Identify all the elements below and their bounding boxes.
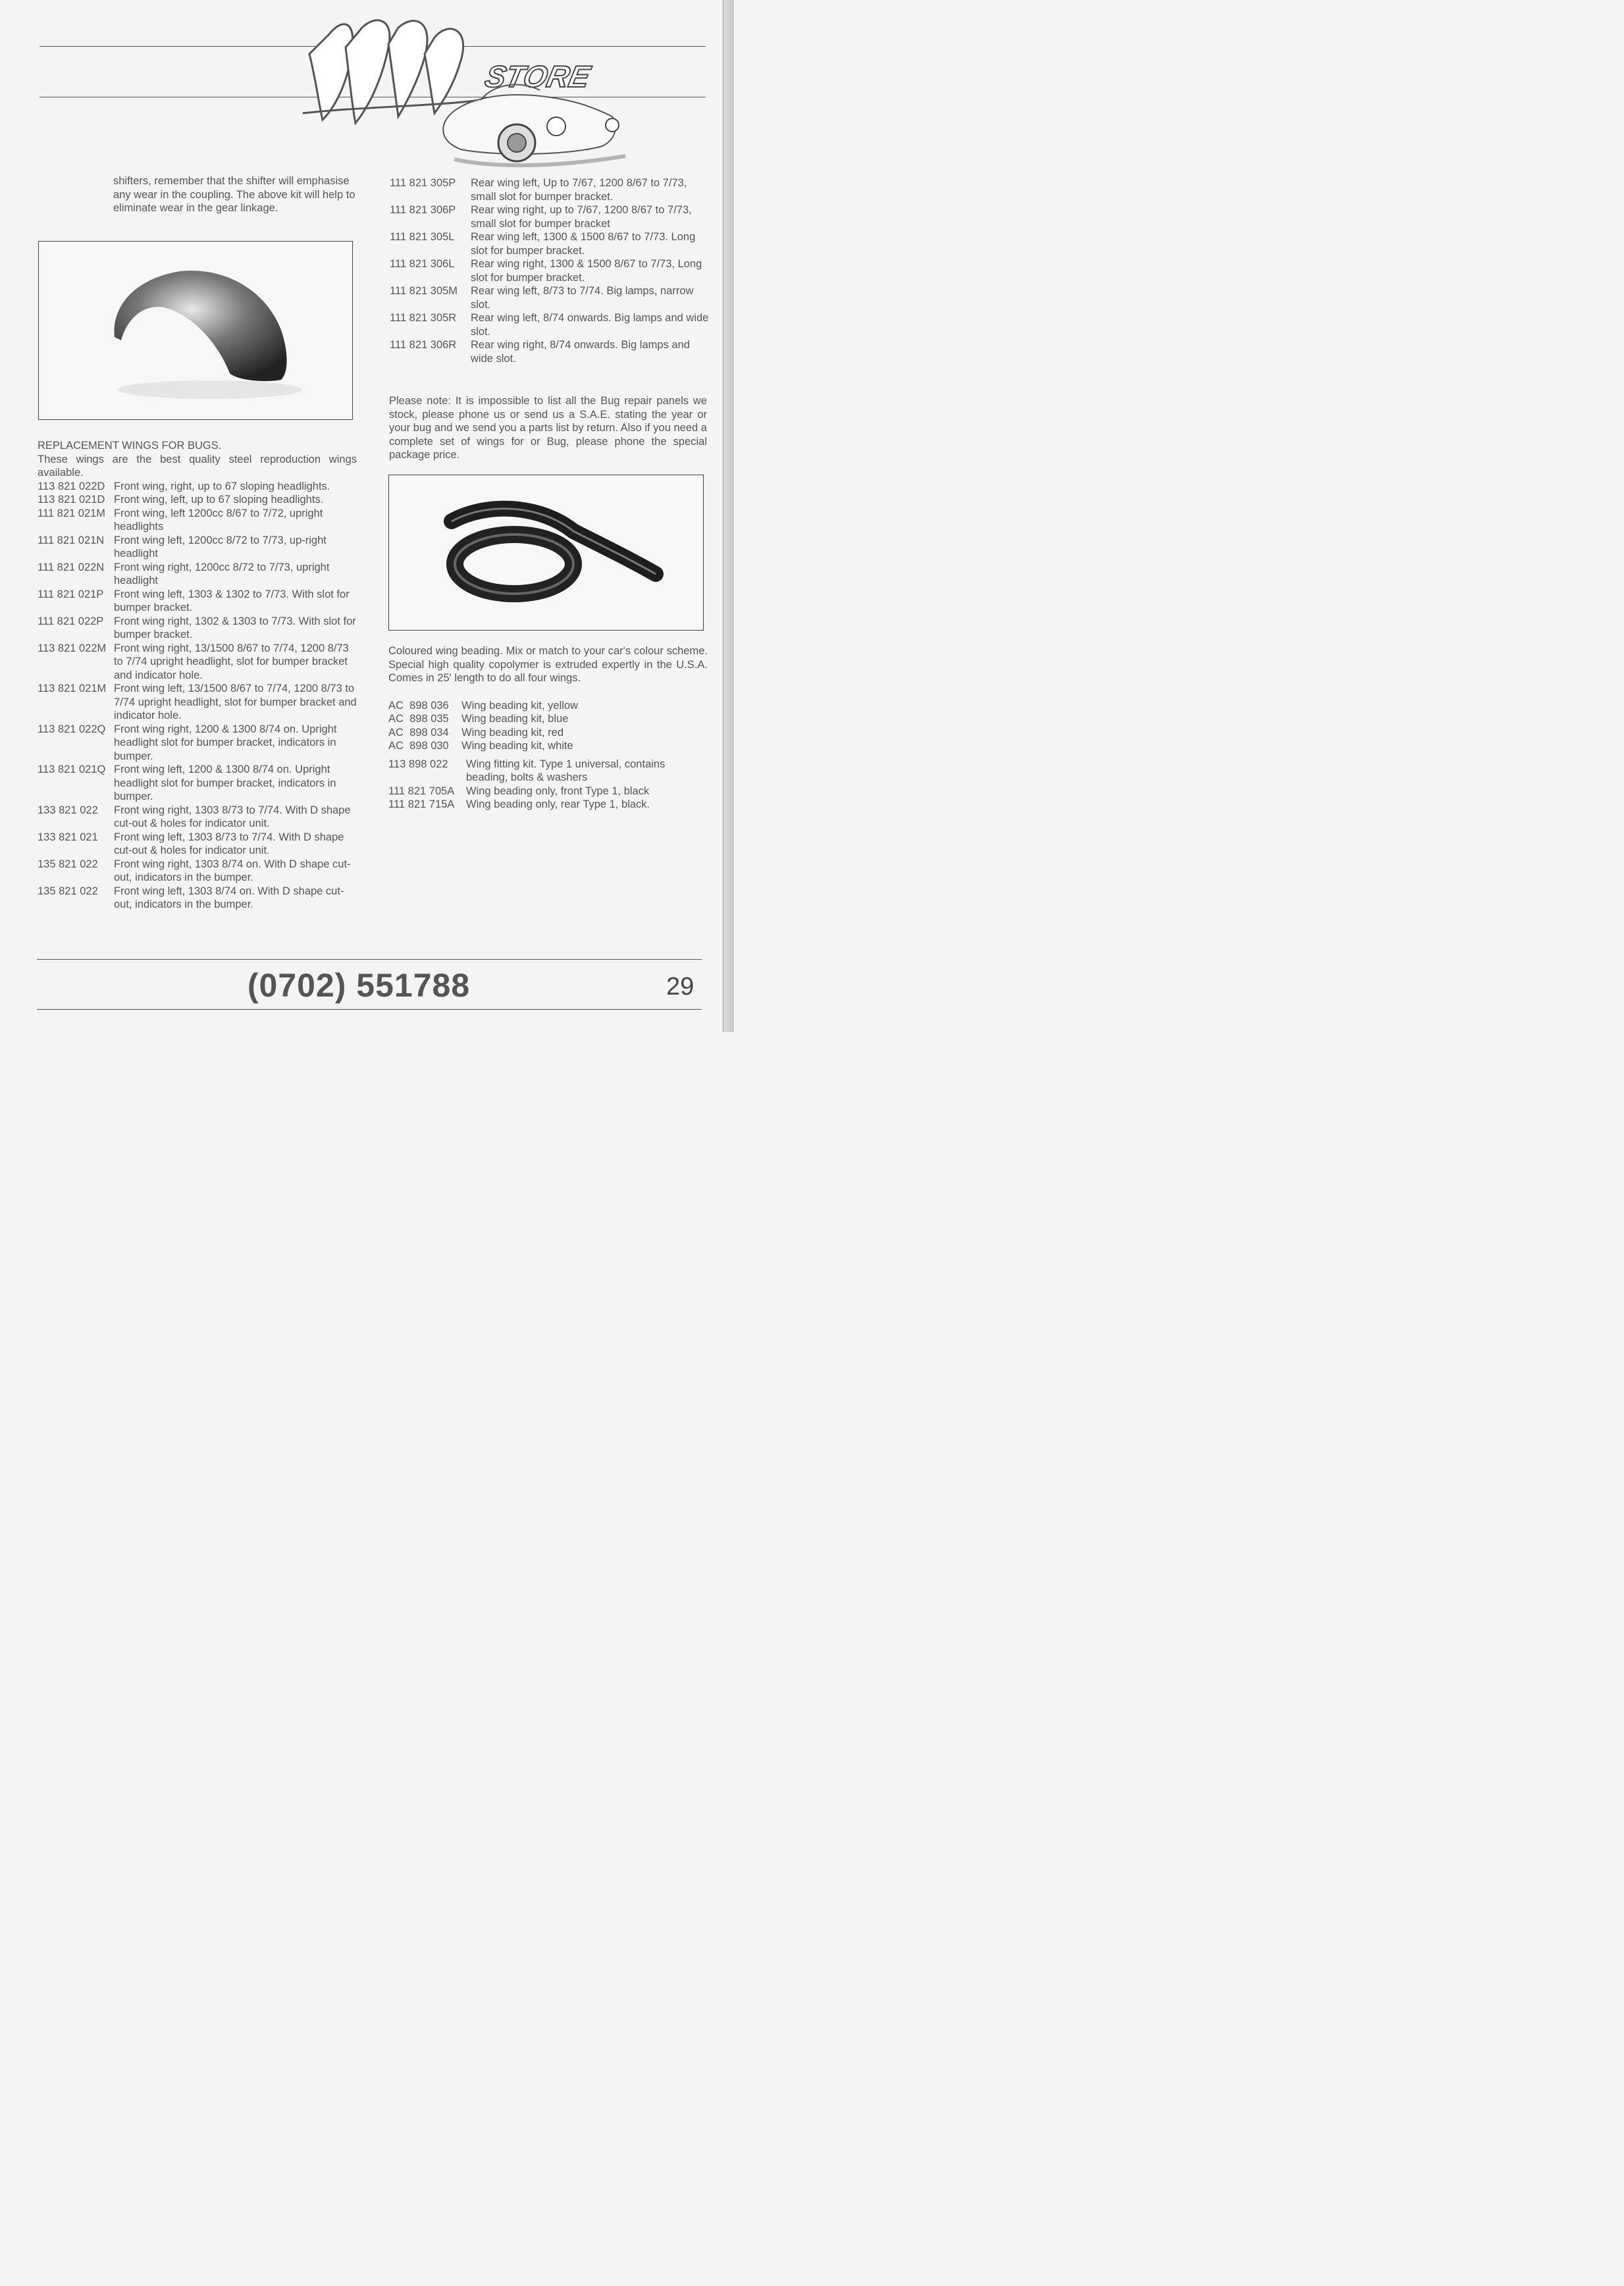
section-heading: REPLACEMENT WINGS FOR BUGS.	[38, 440, 222, 452]
please-note-paragraph: Please note: It is impossible to list all the Bug repair panels we stock, please phone us or send us a S.A.E. stating the year or your bug and we send you a parts list by return. Also if you need a complete set of wings for or Bug, please phone the special package price.	[389, 395, 707, 461]
list-item	[388, 798, 708, 812]
part-desc: Front wing left, 1303 8/74 on. With D shape cut-out, indicators in the bumper.	[114, 885, 344, 910]
list-item	[38, 642, 357, 683]
list-item	[38, 885, 357, 912]
front-wings-list	[38, 480, 357, 912]
part-desc: Rear wing right, 8/74 onwards. Big lamps and wide slot.	[471, 339, 690, 365]
part-code: 133 821 021	[38, 831, 98, 843]
page-edge	[723, 0, 734, 1032]
rear-wings-section	[390, 176, 710, 365]
beading-intro-paragraph: Coloured wing beading. Mix or match to your car's colour scheme. Special high quality copolymer is extruded expertly in the U.S.A. Comes in 25' length to do all four wings.	[388, 645, 708, 684]
list-item	[38, 534, 357, 561]
list-item	[388, 739, 708, 753]
part-code: 111 821 715A	[388, 798, 455, 810]
part-code: 113 821 021Q	[38, 764, 106, 775]
part-code: 111 821 021P	[38, 588, 104, 600]
please-note-section	[389, 394, 707, 462]
part-code: 111 821 022P	[38, 615, 104, 627]
wing-beading-photo	[388, 475, 704, 631]
list-item	[38, 763, 357, 804]
list-item	[38, 480, 357, 494]
beading-section	[388, 644, 708, 812]
list-item	[390, 176, 710, 203]
part-desc: Front wing, left 1200cc 8/67 to 7/72, upright headlights	[114, 507, 323, 533]
part-code: 113 821 022D	[38, 480, 105, 492]
part-code: 111 821 021M	[38, 507, 106, 519]
list-item	[38, 493, 357, 507]
part-code: 111 821 022N	[38, 561, 105, 573]
footer-rule-top	[37, 959, 702, 960]
section-subheading: These wings are the best quality steel reproduction wings available.	[38, 453, 357, 479]
logo-store-text: STORE	[482, 59, 593, 93]
part-desc: Front wing right, 13/1500 8/67 to 7/74, 1200 8/73 to 7/74 upright headlight, slot for bumper bracket and indicator hole.	[114, 642, 349, 681]
list-item	[38, 588, 357, 615]
part-code: 113 821 022Q	[38, 723, 106, 735]
part-code: 113 821 021M	[38, 683, 107, 694]
left-intro	[113, 174, 357, 215]
front-wings-section	[38, 439, 357, 912]
list-item	[388, 712, 708, 726]
part-desc: Front wing, right, up to 67 sloping headlights.	[114, 480, 330, 492]
list-item	[390, 257, 710, 284]
part-desc: Front wing right, 1303 8/73 to 7/74. With D shape cut-out & holes for indicator unit.	[114, 804, 351, 829]
list-item	[390, 284, 710, 311]
part-code: 135 821 022	[38, 858, 98, 870]
part-desc: Rear wing right, 1300 & 1500 8/67 to 7/73, Long slot for bumper bracket.	[471, 258, 702, 284]
part-code: 111 821 306L	[390, 258, 455, 270]
part-desc: Front wing left, 1200 & 1300 8/74 on. Upright headlight slot for bumper bracket, indicators in bumper.	[114, 764, 336, 802]
part-code: 113 821 022M	[38, 642, 107, 654]
list-item	[38, 723, 357, 764]
front-wing-photo	[38, 241, 353, 420]
list-item	[38, 682, 357, 723]
list-item	[388, 758, 708, 785]
part-code: 133 821 022	[38, 804, 98, 816]
part-desc: Wing fitting kit. Type 1 universal, contains beading, bolts & washers	[466, 758, 666, 783]
part-code: 111 821 305P	[390, 177, 456, 189]
intro-paragraph: shifters, remember that the shifter will emphasise any wear in the coupling. The above kit will help to eliminate wear in the gear linkage.	[113, 175, 355, 214]
list-item	[390, 230, 710, 257]
part-desc: Front wing, left, up to 67 sloping headlights.	[114, 494, 324, 506]
part-code: 111 821 306R	[390, 339, 457, 351]
part-desc: Rear wing left, 1300 & 1500 8/67 to 7/73. Long slot for bumper bracket.	[471, 231, 696, 257]
part-desc: Front wing left, 1303 & 1302 to 7/73. With slot for bumper bracket.	[114, 588, 350, 613]
list-item	[38, 561, 357, 588]
list-item	[38, 858, 357, 885]
part-desc: Front wing right, 1303 8/74 on. With D shape cut-out, indicators in the bumper.	[114, 858, 351, 883]
part-code: 113 898 022	[388, 758, 448, 770]
part-desc: Wing beading only, front Type 1, black	[466, 785, 650, 797]
list-item	[38, 831, 357, 858]
list-item	[38, 507, 357, 534]
list-item	[38, 615, 357, 642]
part-desc: Wing beading kit, yellow	[461, 699, 579, 712]
part-code: AC 898 035	[388, 713, 449, 725]
part-code: AC 898 030	[388, 740, 449, 752]
part-code: 111 821 305R	[390, 312, 457, 324]
part-desc: Wing beading only, rear Type 1, black.	[466, 798, 650, 810]
list-item	[388, 785, 708, 798]
footer-rule-bottom	[37, 1009, 702, 1010]
part-code: 113 821 021D	[38, 494, 105, 506]
list-item	[388, 726, 708, 740]
part-desc: Wing beading kit, white	[461, 740, 573, 752]
page-number: 29	[666, 973, 694, 1000]
vw-store-logo	[283, 8, 652, 172]
part-desc: Front wing left, 13/1500 8/67 to 7/74, 1200 8/73 to 7/74 upright headlight, slot for bumper bracket and indicator hole.	[114, 683, 357, 721]
part-desc: Rear wing left, Up to 7/67, 1200 8/67 to 7/73, small slot for bumper bracket.	[471, 177, 687, 203]
part-desc: Front wing right, 1302 & 1303 to 7/73. With slot for bumper bracket.	[114, 615, 356, 640]
part-code: 111 821 306P	[390, 204, 456, 216]
part-desc: Rear wing left, 8/74 onwards. Big lamps and wide slot.	[471, 312, 709, 338]
part-code: AC 898 036	[388, 699, 449, 712]
rear-wings-list	[390, 176, 710, 365]
footer-phone-number: (0702) 551788	[247, 967, 471, 1004]
part-code: 111 821 305M	[390, 285, 458, 297]
list-item	[390, 338, 710, 365]
beading-kits-list	[388, 699, 708, 753]
part-code: 111 821 705A	[388, 785, 455, 797]
part-desc: Front wing left, 1303 8/73 to 7/74. With D shape cut-out & holes for indicator unit.	[114, 831, 344, 856]
part-desc: Wing beading kit, blue	[461, 713, 569, 725]
part-code: AC 898 034	[388, 726, 449, 739]
part-code: 111 821 305L	[390, 231, 455, 243]
part-code: 135 821 022	[38, 885, 98, 897]
list-item	[390, 203, 710, 230]
part-desc: Front wing left, 1200cc 8/72 to 7/73, up-right headlight	[114, 534, 327, 559]
part-code: 111 821 021N	[38, 534, 105, 546]
fitting-items-list	[388, 758, 708, 812]
part-desc: Front wing right, 1200cc 8/72 to 7/73, upright headlight	[114, 561, 330, 586]
part-desc: Rear wing left, 8/73 to 7/74. Big lamps, narrow slot.	[471, 285, 694, 311]
part-desc: Wing beading kit, red	[461, 726, 564, 739]
list-item	[38, 804, 357, 831]
list-item	[388, 699, 708, 713]
part-desc: Rear wing right, up to 7/67, 1200 8/67 to 7/73, small slot for bumper bracket	[471, 204, 692, 230]
list-item	[390, 311, 710, 338]
part-desc: Front wing right, 1200 & 1300 8/74 on. Upright headlight slot for bumper bracket, indicators in bumper.	[114, 723, 337, 762]
